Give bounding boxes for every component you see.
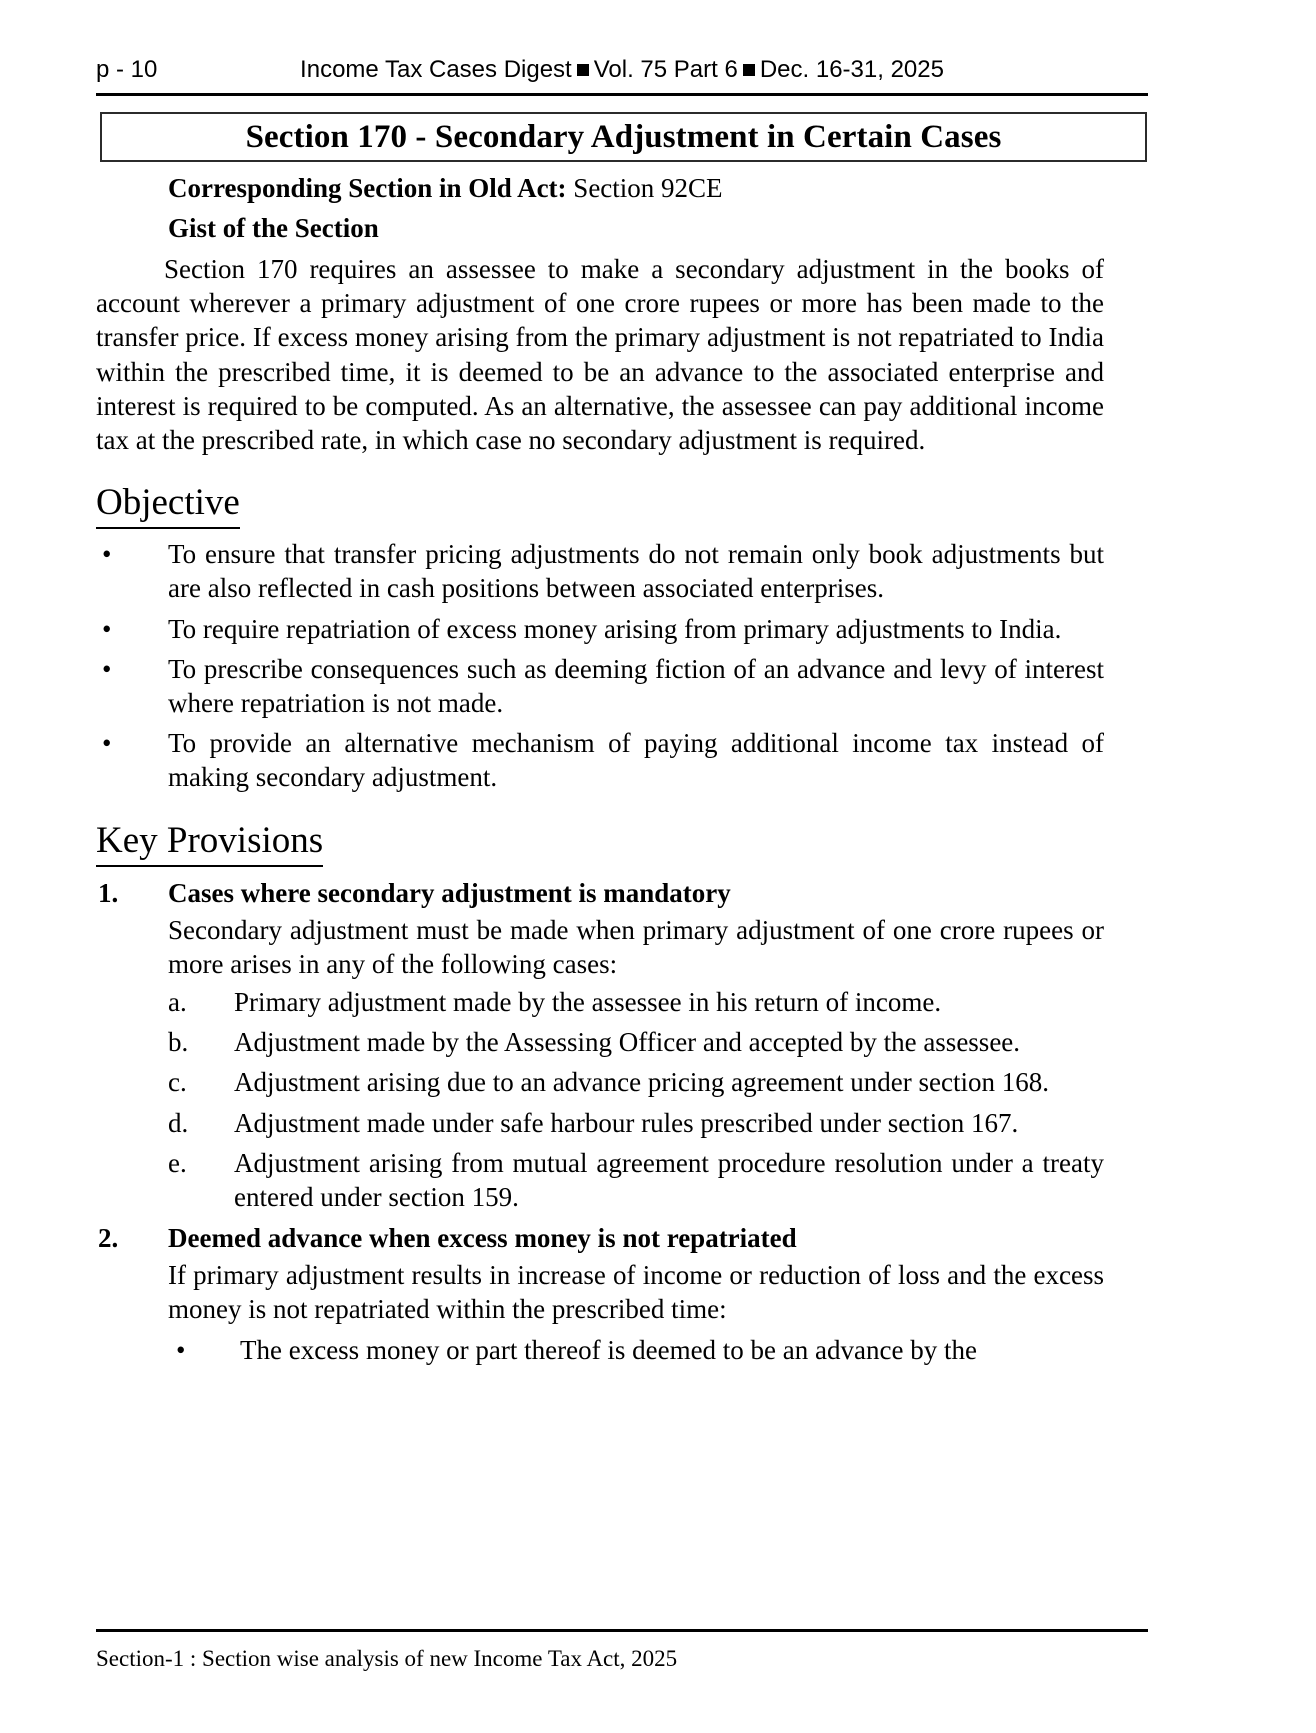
list-item — [96, 875, 1104, 1215]
bullet-dot-icon: • — [102, 539, 112, 570]
list-item — [96, 537, 1104, 605]
sub-item-marker: a. — [168, 987, 187, 1018]
list-item — [168, 1025, 1104, 1059]
gist-paragraph: Section 170 requires an assessee to make a secondary adjustment in the books of account wherever a primary adjustment of one crore rupees or more has been made to the transfer price. If excess money arising from the primary adjustment is not repatriated to India within the prescribed time, it is deemed to be an advance to the associated enterprise and interest is required to be computed. As an alternative, the assessee can pay additional income tax at the prescribed rate, in which case no secondary adjustment is required. — [96, 254, 1104, 456]
sub-item-marker: d. — [168, 1107, 189, 1138]
provision-title: Deemed advance when excess money is not repatriated — [168, 1223, 797, 1254]
key-provisions-list — [96, 875, 1104, 1367]
objective-list — [96, 537, 1104, 794]
bullet-dot-icon: • — [102, 613, 112, 644]
list-item — [168, 985, 1104, 1019]
provision-number: 2. — [98, 1223, 119, 1254]
running-head-title — [96, 55, 1148, 85]
list-item — [96, 726, 1104, 794]
objective-heading: Objective — [96, 479, 240, 529]
objective-heading-holder — [96, 467, 1104, 535]
sub-item-marker: e. — [168, 1147, 187, 1178]
provision-sub-list — [168, 985, 1104, 1214]
gist-heading: Gist of the Section — [168, 213, 379, 243]
provision-number: 1. — [98, 877, 119, 908]
sub-item-marker: c. — [168, 1067, 187, 1098]
provision-bullet-list — [168, 1333, 1104, 1367]
key-provisions-heading-holder — [96, 805, 1104, 873]
sub-item-text: Primary adjustment made by the assessee in his return of income. — [234, 987, 942, 1018]
corresponding-section-line — [96, 168, 1104, 208]
black-square-bullet-icon — [743, 64, 755, 76]
running-head-publication: Income Tax Cases Digest — [300, 56, 572, 83]
sub-item-marker: b. — [168, 1027, 189, 1058]
key-provisions-heading: Key Provisions — [96, 817, 323, 867]
sub-item-text: Adjustment arising due to an advance pricing agreement under section 168. — [234, 1067, 1049, 1098]
page-footer: Section-1 : Section wise analysis of new Income Tax Act, 2025 — [96, 1646, 678, 1671]
list-item — [96, 612, 1104, 646]
list-item-text: To require repatriation of excess money arising from primary adjustments to India. — [168, 613, 1062, 644]
provision-body: If primary adjustment results in increase of income or reduction of loss and the excess money is not repatriated within the prescribed time: — [168, 1260, 1104, 1325]
list-item-text: To provide an alternative mechanism of paying additional income tax instead of making secondary adjustment. — [168, 728, 1104, 793]
footer-rule — [96, 1629, 1148, 1632]
bullet-dot-icon: • — [102, 728, 112, 759]
page-title: Section 170 - Secondary Adjustment in Certain Cases — [245, 119, 1002, 155]
list-item-text: To ensure that transfer pricing adjustments do not remain only book adjustments but are also reflected in cash positions between associated enterprises. — [168, 539, 1104, 604]
list-item — [96, 1220, 1104, 1367]
page-folio: p - 10 — [96, 56, 158, 83]
list-item — [168, 1065, 1104, 1099]
sub-item-text: Adjustment made by the Assessing Officer and accepted by the assessee. — [234, 1027, 1021, 1058]
list-item-text: The excess money or part thereof is deemed to be an advance by the — [240, 1334, 977, 1365]
running-head — [96, 55, 1148, 89]
sub-item-text: Adjustment made under safe harbour rules prescribed under section 167. — [234, 1107, 1019, 1138]
section-title-box — [100, 112, 1147, 162]
header-rule — [96, 93, 1148, 96]
corresponding-section-value: Section 92CE — [573, 173, 723, 203]
list-item — [168, 1333, 1104, 1367]
list-item-text: To prescribe consequences such as deeming fiction of an advance and levy of interest where repatriation is not made. — [168, 653, 1104, 719]
list-item — [168, 1146, 1104, 1214]
black-square-bullet-icon — [577, 64, 589, 76]
provision-title: Cases where secondary adjustment is mandatory — [168, 877, 731, 908]
running-head-date: Dec. 16-31, 2025 — [759, 56, 944, 83]
list-item — [168, 1106, 1104, 1140]
sub-item-text: Adjustment arising from mutual agreement procedure resolution under a treaty entered under section 159. — [234, 1147, 1104, 1213]
bullet-dot-icon: • — [176, 1334, 186, 1365]
bullet-dot-icon: • — [102, 653, 112, 684]
provision-body: Secondary adjustment must be made when primary adjustment of one crore rupees or more arises in any of the following cases: — [168, 914, 1104, 979]
corresponding-section-label: Corresponding Section in Old Act: — [168, 173, 567, 203]
list-item — [96, 652, 1104, 720]
document-content — [96, 168, 1104, 1373]
running-head-volume: Vol. 75 Part 6 — [593, 56, 738, 83]
